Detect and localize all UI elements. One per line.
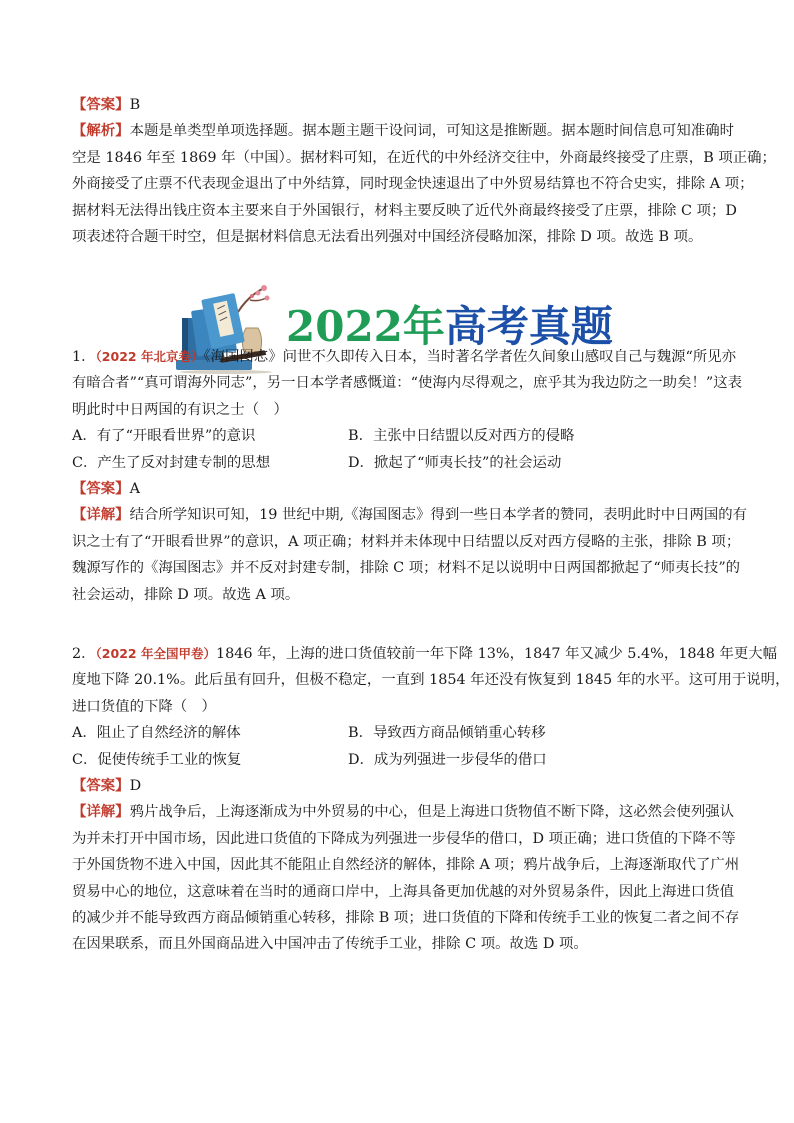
option-row [72, 747, 740, 773]
question-stem-line: 度地下降 20.1%。此后虽有回升，但极不稳定，一直到 1854 年还没有恢复到 1845 年的水平。这可用于说明， [72, 672, 790, 689]
option-a: A．有了“开眼看世界”的意识 [72, 428, 256, 445]
question-stem-text: 1846 年，上海的进口货值较前一年下降 13%，1847 年又减少 5.4%，1848 年更大幅 [215, 646, 778, 662]
detail-tag: 【详解】 [72, 507, 130, 524]
detail-line: 社会运动，排除 D 项。故选 A 项。 [72, 586, 300, 603]
option-row [72, 720, 740, 746]
question-number: 1． [72, 349, 96, 365]
question-source: （2022 年北京卷） [95, 349, 204, 364]
option-row [72, 423, 740, 449]
answer-line [72, 773, 740, 799]
question-stem-line: 进口货值的下降（ ） [72, 698, 216, 715]
detail-line: 识之士有了“开眼看世界”的意识，A 项正确；材料并未体现中日结盟以反对西方侵略的主张，排除 B 项； [72, 533, 741, 550]
option-b: B．主张中日结盟以反对西方的侵略 [348, 428, 575, 445]
analysis-text: 本题是单类型单项选择题。据本题主题干设问词，可知这是推断题。据本题时间信息可知准确时 [129, 123, 734, 140]
option-row [72, 450, 740, 476]
answer-value: A [129, 481, 140, 498]
question-stem-line [72, 344, 740, 370]
answer-line [72, 92, 740, 118]
section-year: 2022年 [286, 302, 445, 351]
analysis-line: 空是 1846 年至 1869 年（中国）。据材料可知，在近代的中外经济交往中，外商最终接受了庄票，B 项正确； [72, 149, 776, 166]
option-b: B．导致西方商品倾销重心转移 [348, 725, 546, 742]
option-d: D．成为列强进一步侵华的借口 [348, 751, 547, 768]
prev-answer-block [72, 92, 776, 250]
analysis-line: 据材料无法得出钱庄资本主要来自于外国银行，材料主要反映了近代外商最终接受了庄票，排除 C 项；D [72, 202, 737, 219]
analysis-line: 外商接受了庄票不代表现金退出了中外结算，同时现金快速退出了中外贸易结算也不符合史实，排除 A 项； [72, 176, 754, 193]
question-2 [72, 641, 790, 958]
question-stem-line: 明此时中日两国的有识之士（ ） [72, 401, 288, 418]
analysis-line [72, 118, 740, 144]
option-a: A．阻止了自然经济的解体 [72, 725, 241, 742]
detail-line: 贸易中心的地位，这意味着在当时的通商口岸中，上海具备更加优越的对外贸易条件，因此上海进口货值 [72, 883, 734, 900]
detail-line [72, 799, 740, 825]
option-c: C．产生了反对封建专制的思想 [72, 454, 271, 471]
answer-value: B [129, 97, 141, 113]
question-source: （2022 年全国甲卷） [95, 646, 216, 661]
detail-line [72, 502, 748, 528]
answer-tag: 【答案】 [72, 97, 130, 113]
question-1 [72, 344, 748, 608]
answer-tag: 【答案】 [72, 481, 130, 498]
question-stem-line [72, 641, 778, 667]
analysis-tag: 【解析】 [72, 123, 130, 140]
section-title-text: 高考真题 [444, 302, 613, 351]
detail-line: 在因果联系，而且外国商品进入中国冲击了传统手工业，排除 C 项。故选 D 项。 [72, 936, 588, 953]
analysis-line: 项表述符合题干时空，但是据材料信息无法看出列强对中国经济侵略加深，排除 D 项。故选 B 项。 [72, 229, 703, 246]
detail-tag: 【详解】 [72, 804, 130, 821]
detail-text: 鸦片战争后，上海逐渐成为中外贸易的中心，但是上海进口货物值不断下降，这必然会使列强认 [129, 804, 734, 821]
question-number: 2． [72, 646, 96, 662]
detail-line: 魏源写作的《海国图志》并不反对封建专制，排除 C 项；材料不足以说明中日两国都掀起了“师夷长技”的 [72, 560, 741, 577]
option-d: D．掀起了“师夷长技”的社会运动 [348, 454, 562, 471]
detail-line: 的减少并不能导致西方商品倾销重心转移，排除 B 项；进口货值的下降和传统手工业的恢复二者之间不存 [72, 910, 740, 927]
option-c: C．促使传统手工业的恢复 [72, 751, 242, 768]
answer-tag: 【答案】 [72, 778, 130, 795]
detail-text: 结合所学知识可知，19 世纪中期,《海国图志》得到一些日本学者的赞同，表明此时中日两国的有 [129, 507, 748, 524]
answer-line [72, 476, 740, 502]
answer-value: D [129, 778, 142, 795]
question-stem-text: 《海国图志》问世不久即传入日本，当时著名学者佐久间象山感叹自己与魏源“所见亦 [203, 349, 737, 365]
detail-line: 于外国货物不进入中国，因此其不能阻止自然经济的解体，排除 A 项；鸦片战争后，上海逐渐取代了广州 [72, 857, 740, 874]
detail-line: 为并未打开中国市场，因此进口货值的下降成为列强进一步侵华的借口，D 项正确；进口货值的下降不等 [72, 830, 736, 847]
question-stem-line: 有暗合者”“真可谓海外同志”，另一日本学者感慨道：“使海内尽得观之，庶乎其为我边防之一助矣！”这表 [72, 375, 742, 392]
